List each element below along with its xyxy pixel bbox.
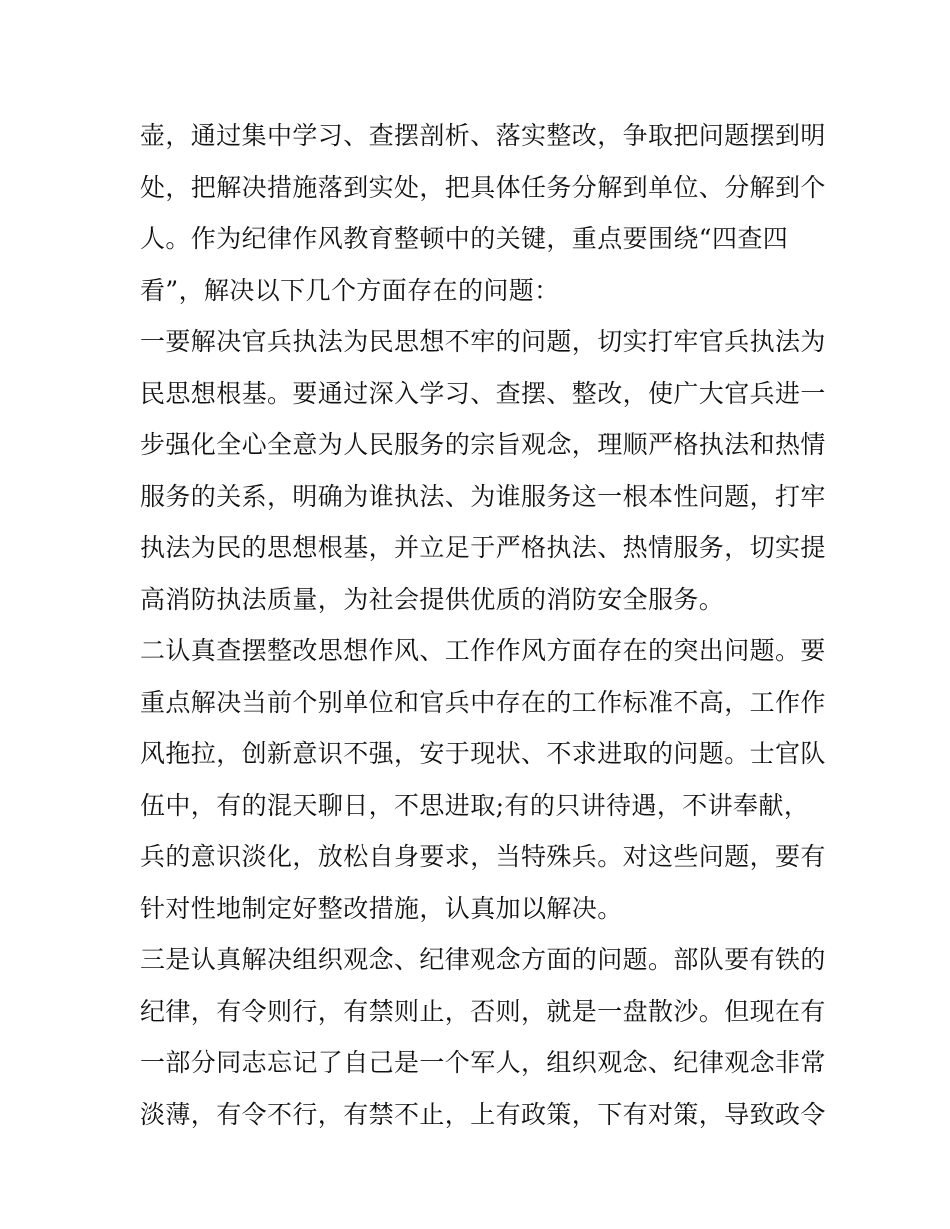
text-line: 伍中，有的混天聊日，不思进取;有的只讲待遇，不讲奉献， xyxy=(140,790,810,820)
text-line: 一部分同志忘记了自己是一个军人，组织观念、纪律观念非常 xyxy=(140,1048,826,1077)
text-line: 淡薄，有令不行，有禁不止，上有政策，下有对策，导致政令 xyxy=(140,1099,826,1129)
text-line: 重点解决当前个别单位和官兵中存在的工作标准不高，工作作 xyxy=(140,687,826,717)
text-line: 风拖拉，创新意识不强，安于现状、不求进取的问题。士官队 xyxy=(140,739,826,768)
text-line: 一要解决官兵执法为民思想不牢的问题，切实打牢官兵执法为 xyxy=(140,327,826,356)
text-line: 服务的关系，明确为谁执法、为谁服务这一根本性问题，打牢 xyxy=(140,481,826,511)
text-line: 二认真查摆整改思想作风、工作作风方面存在的突出问题。要 xyxy=(140,636,826,665)
body-text xyxy=(140,110,830,1140)
text-line: 看”，解决以下几个方面存在的问题： xyxy=(140,275,560,305)
text-line: 纪律，有令则行，有禁则止，否则，就是一盘散沙。但现在有 xyxy=(140,996,826,1026)
text-line: 执法为民的思想根基，并立足于严格执法、热情服务，切实提 xyxy=(140,533,826,562)
text-line: 针对性地制定好整改措施，认真加以解决。 xyxy=(140,893,623,923)
text-line: 壶，通过集中学习、查摆剖析、落实整改，争取把问题摆到明 xyxy=(140,121,826,150)
text-line: 处，把解决措施落到实处，把具体任务分解到单位、分解到个 xyxy=(140,172,826,202)
text-line: 人。作为纪律作风教育整顿中的关键，重点要围绕“四查四 xyxy=(140,224,789,253)
text-line: 高消防执法质量，为社会提供优质的消防安全服务。 xyxy=(140,584,725,614)
text-line: 三是认真解决组织观念、纪律观念方面的问题。部队要有铁的 xyxy=(140,945,826,974)
text-line: 民思想根基。要通过深入学习、查摆、整改，使广大官兵进一 xyxy=(140,378,826,408)
text-line: 兵的意识淡化，放松自身要求，当特殊兵。对这些问题，要有 xyxy=(140,842,826,871)
text-line: 步强化全心全意为人民服务的宗旨观念，理顺严格执法和热情 xyxy=(140,430,826,459)
